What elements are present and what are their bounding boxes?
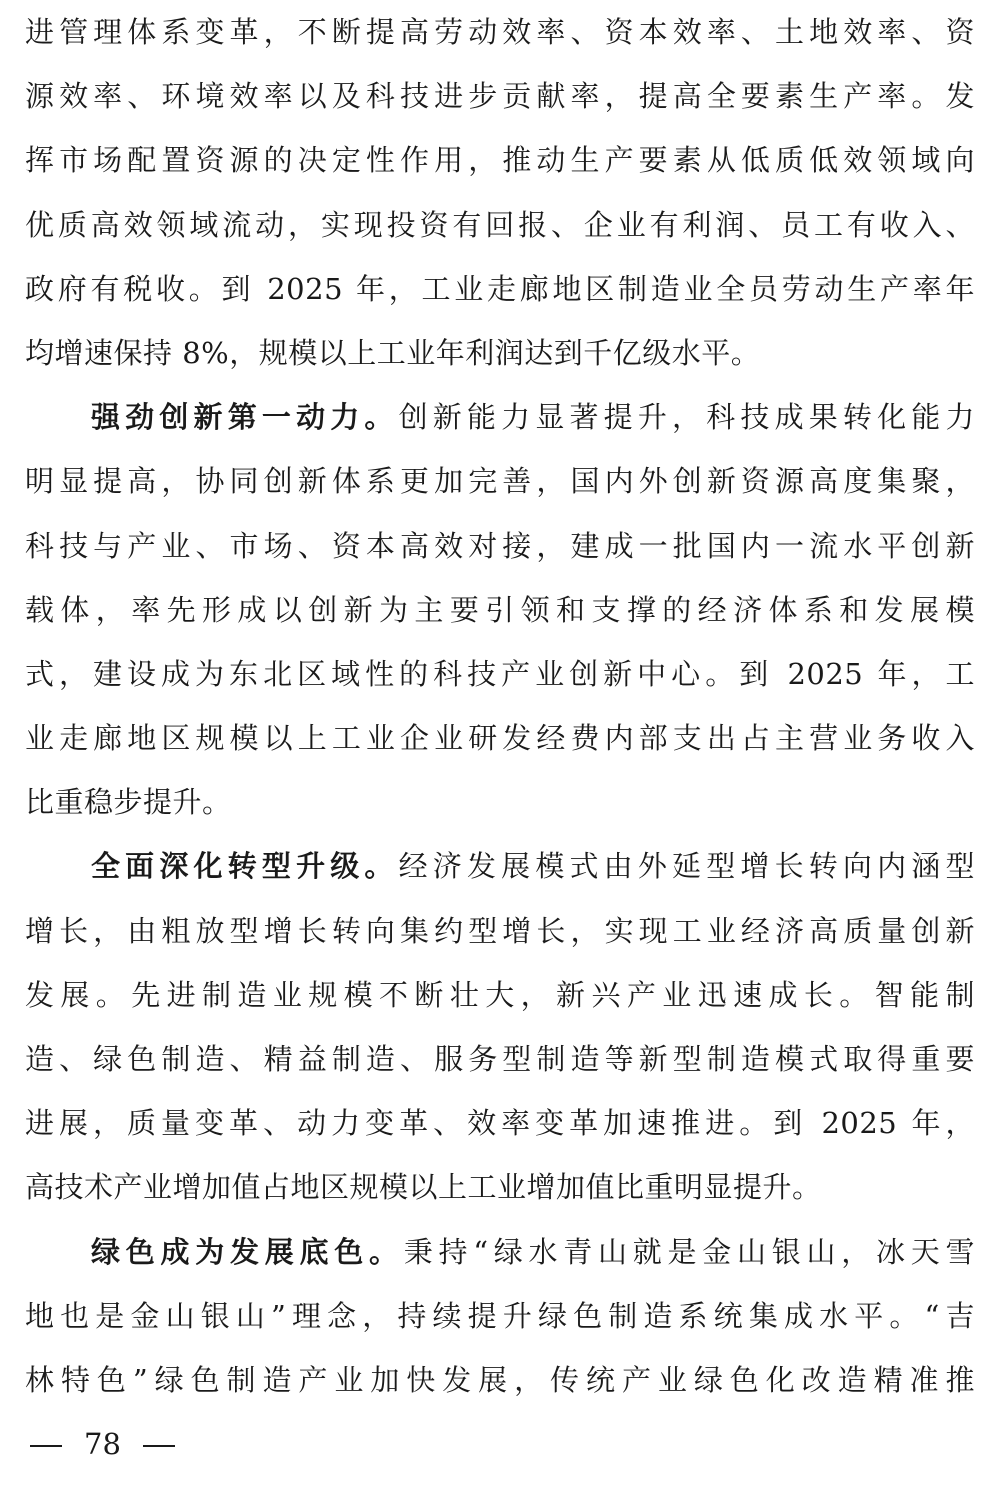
paragraph-heading: 全面深化转型升级。 <box>91 849 399 884</box>
text-line: 进管理体系变革，不断提高劳动效率、资本效率、土地效率、资 <box>25 15 975 49</box>
footer-dash-left <box>30 1445 62 1447</box>
text-line: 科技与产业、市场、资本高效对接，建成一批国内一流水平创新 <box>25 528 975 563</box>
paragraph-transformation <box>25 834 975 1219</box>
document-page <box>25 0 975 1412</box>
text-line: 增长，由粗放型增长转向集约型增长，实现工业经济高质量创新 <box>25 913 975 948</box>
text-line: 业走廊地区规模以上工业企业研发经费内部支出占主营业务收入 <box>25 721 975 756</box>
text-line: 高技术产业增加值占地区规模以上工业增加值比重明显提升。 <box>25 1170 822 1205</box>
text-line: 比重稳步提升。 <box>25 785 232 820</box>
page-footer <box>30 1424 175 1464</box>
text-line <box>25 385 975 449</box>
text-line: 挥市场配置资源的决定性作用，推动生产要素从低质低效领域向 <box>25 143 975 178</box>
text-line: 造、绿色制造、精益制造、服务型制造等新型制造模式取得重要 <box>25 1042 975 1076</box>
text-line: 发展。先进制造业规模不断壮大，新兴产业迅速成长。智能制 <box>25 977 975 1012</box>
text-line <box>25 834 975 898</box>
footer-dash-right <box>143 1445 175 1447</box>
text-line: 式，建设成为东北区域性的科技产业创新中心。到 2025 年，工 <box>25 656 975 691</box>
paragraph-continuation <box>25 0 975 385</box>
text-line: 政府有税收。到 2025 年，工业走廊地区制造业全员劳动生产率年 <box>25 271 975 306</box>
text-line: 地也是金山银山”理念，持续提升绿色制造系统集成水平。“吉 <box>25 1298 975 1333</box>
paragraph-heading: 绿色成为发展底色。 <box>91 1234 404 1269</box>
paragraph-text: 经济发展模式由外延型增长转向内涵型 <box>398 849 975 884</box>
paragraph-text: 创新能力显著提升，科技成果转化能力 <box>398 400 975 435</box>
paragraph-heading: 强劲创新第一动力。 <box>91 400 399 435</box>
text-line: 进展，质量变革、动力变革、效率变革加速推进。到 2025 年， <box>25 1106 975 1141</box>
text-line: 均增速保持 8%，规模以上工业年利润达到千亿级水平。 <box>25 335 761 370</box>
paragraph-green <box>25 1220 975 1413</box>
text-line: 源效率、环境效率以及科技进步贡献率，提高全要素生产率。发 <box>25 79 975 114</box>
text-line <box>25 1220 975 1284</box>
text-line: 林特色”绿色制造产业加快发展，传统产业绿色化改造精准推 <box>25 1362 975 1397</box>
page-number: 78 <box>84 1427 121 1461</box>
text-line: 明显提高，协同创新体系更加完善，国内外创新资源高度集聚， <box>25 464 975 499</box>
paragraph-innovation <box>25 385 975 834</box>
text-line: 优质高效领域流动，实现投资有回报、企业有利润、员工有收入、 <box>25 207 975 242</box>
text-line: 载体，率先形成以创新为主要引领和支撑的经济体系和发展模 <box>25 592 975 627</box>
paragraph-text: 秉持“绿水青山就是金山银山，冰天雪 <box>403 1234 975 1269</box>
